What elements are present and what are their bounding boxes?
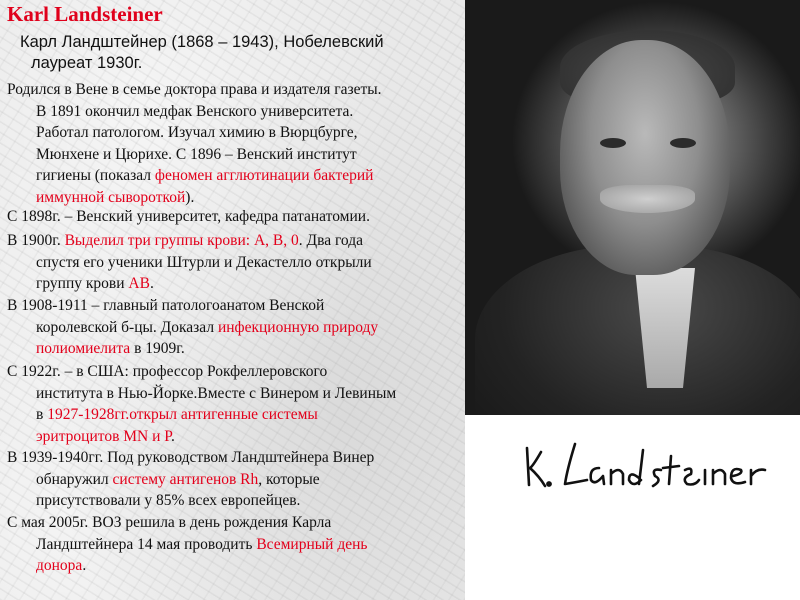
text-run: в bbox=[36, 406, 48, 423]
paragraph-usa bbox=[7, 361, 452, 447]
highlighted-text: Выделил три группы крови: А, В, 0 bbox=[64, 232, 299, 249]
portrait-photo bbox=[465, 0, 800, 415]
highlighted-text: донора bbox=[36, 557, 83, 574]
subtitle-line-2: лауреат 1930г. bbox=[31, 54, 143, 72]
paragraph-university bbox=[7, 206, 452, 228]
highlighted-text: феномен агглютинации бактерий bbox=[154, 167, 374, 184]
text-run: группу крови bbox=[36, 275, 129, 292]
text-run: в 1909г. bbox=[130, 340, 185, 357]
text-run: В 1908-1911 – главный патологоанатом Венской bbox=[7, 297, 325, 314]
text-line bbox=[7, 273, 452, 295]
text-run: Мюнхене и Цюрихе. С 1896 – Венский институт bbox=[36, 145, 357, 163]
text-line bbox=[7, 79, 452, 101]
highlighted-text: АВ bbox=[128, 275, 150, 292]
text-run: института в Нью-Йорке.Вместе с Винером и Левиным bbox=[36, 384, 397, 402]
text-line bbox=[7, 122, 452, 144]
text-run: Родился в Вене в семье доктора права и издателя газеты. bbox=[7, 81, 382, 98]
highlighted-text: инфекционную природу bbox=[217, 318, 379, 336]
text-line bbox=[7, 404, 452, 426]
text-run: С мая 2005г. ВОЗ решила в день рождения Карла bbox=[7, 514, 332, 531]
text-line bbox=[7, 512, 452, 534]
text-line bbox=[7, 187, 452, 209]
highlighted-text: иммунной сывороткой bbox=[36, 188, 186, 206]
text-run: В 1900г. bbox=[7, 232, 65, 249]
text-line bbox=[7, 230, 452, 252]
highlighted-text: эритроцитов MN и Р bbox=[36, 427, 171, 445]
text-run: присутствовали у 85% всех европейцев. bbox=[36, 492, 301, 509]
text-line bbox=[7, 447, 452, 469]
text-run: . bbox=[82, 557, 87, 574]
text-run: . bbox=[170, 427, 175, 445]
highlighted-text: Всемирный день bbox=[256, 535, 368, 553]
text-run: Ландштейнера 14 мая проводить bbox=[36, 535, 257, 553]
subtitle-line-1: Карл Ландштейнер (1868 – 1943), Нобелевский bbox=[20, 33, 384, 51]
text-run: . bbox=[149, 275, 154, 292]
paragraph-biography bbox=[7, 79, 452, 208]
highlighted-text: 1927-1928гг.открыл антигенные системы bbox=[47, 406, 318, 423]
text-run: С 1898г. – Венский университет, кафедра патанатомии. bbox=[7, 208, 370, 225]
text-run: Работал патологом. Изучал химию в Вюрцбурге, bbox=[36, 124, 358, 141]
subtitle bbox=[20, 32, 440, 74]
text-run: королевской б-цы. Доказал bbox=[36, 318, 218, 336]
text-line bbox=[7, 165, 452, 187]
text-run: гигиены (показал bbox=[36, 167, 155, 184]
text-run: , которые bbox=[258, 470, 320, 488]
text-line bbox=[7, 295, 452, 317]
highlighted-text: полиомиелита bbox=[36, 340, 131, 357]
text-line bbox=[7, 206, 452, 228]
paragraph-polio bbox=[7, 295, 452, 360]
text-run: . Два года bbox=[298, 232, 363, 249]
text-run: С 1922г. – в США: профессор Рокфеллеровского bbox=[7, 363, 328, 380]
text-line bbox=[7, 490, 452, 512]
text-line bbox=[7, 144, 452, 166]
paragraph-rh-system bbox=[7, 447, 452, 512]
text-line bbox=[7, 338, 452, 360]
page-title: Karl Landsteiner bbox=[7, 2, 163, 26]
text-run: спустя его ученики Штурли и Декастелло открыли bbox=[36, 253, 372, 271]
text-line bbox=[7, 361, 452, 383]
text-line bbox=[7, 252, 452, 274]
text-line bbox=[7, 383, 452, 405]
text-run: ). bbox=[185, 188, 195, 206]
text-line bbox=[7, 534, 452, 556]
text-run: В 1891 окончил медфак Венского университета. bbox=[36, 102, 354, 120]
paragraph-blood-groups bbox=[7, 230, 452, 295]
text-line bbox=[7, 469, 452, 491]
highlighted-text: систему антигенов Rh bbox=[112, 470, 259, 488]
text-line bbox=[7, 317, 452, 339]
text-line bbox=[7, 426, 452, 448]
text-line bbox=[7, 555, 452, 577]
paragraph-donor-day bbox=[7, 512, 452, 577]
signature-image bbox=[515, 430, 775, 510]
text-run: В 1939-1940гг. Под руководством Ландштейнера Винер bbox=[7, 449, 375, 466]
text-run: обнаружил bbox=[36, 470, 113, 488]
text-line bbox=[7, 101, 452, 123]
